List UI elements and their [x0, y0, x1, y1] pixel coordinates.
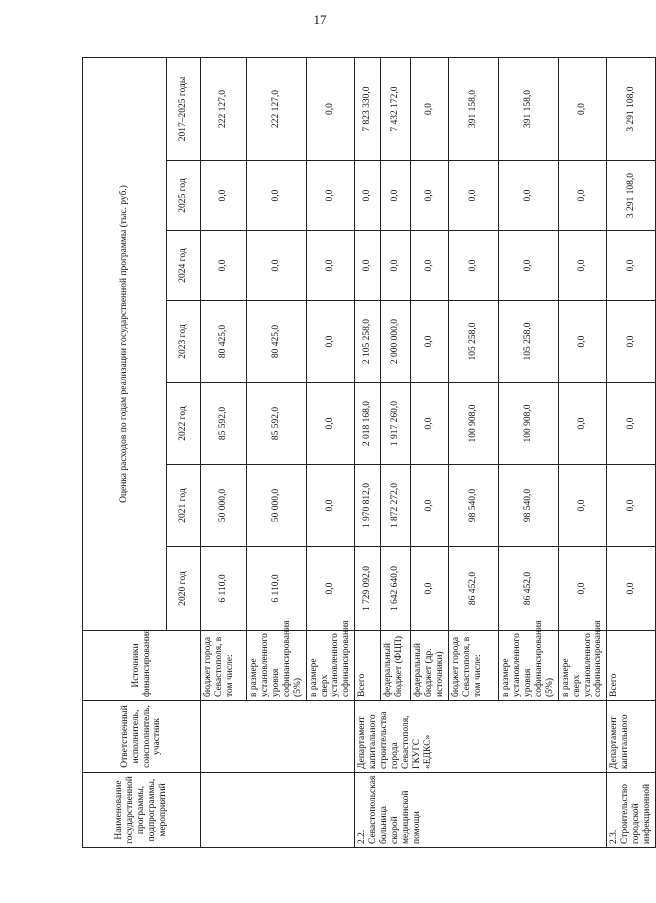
cell-value: 1 729 092,0: [355, 547, 381, 631]
cell-value: 2 000 000,0: [381, 301, 411, 383]
cell-value: 0,0: [411, 383, 449, 465]
cell-value: 6 110,0: [247, 547, 307, 631]
cell-value: 222 127,0: [247, 57, 307, 160]
cell-value: 0,0: [247, 231, 307, 301]
cell-value: 0,0: [381, 231, 411, 301]
cell-value: 86 452,0: [449, 547, 499, 631]
cell-value: 0,0: [306, 231, 355, 301]
cell-value: 0,0: [381, 161, 411, 231]
cell-value: 86 452,0: [499, 547, 559, 631]
cell-value: 98 540,0: [499, 465, 559, 547]
cell-value: 0,0: [411, 547, 449, 631]
cell-value: 1 872 272,0: [381, 465, 411, 547]
cell-value: 0,0: [411, 301, 449, 383]
cell-value: 0,0: [558, 57, 607, 160]
cell-value: 0,0: [499, 231, 559, 301]
cell-value: 0,0: [355, 231, 381, 301]
cell-source: федеральный бюджет (др. источники): [411, 631, 449, 701]
header-year: 2017–2025 годы: [167, 57, 201, 160]
cell-value: 0,0: [306, 161, 355, 231]
table-body: [201, 57, 656, 847]
header-year: 2024 год: [167, 231, 201, 301]
cell-value: 0,0: [607, 383, 656, 465]
cell-value: 0,0: [449, 161, 499, 231]
cell-value: 0,0: [558, 383, 607, 465]
cell-value: 0,0: [607, 547, 656, 631]
cell-responsible: [201, 701, 355, 773]
cell-value: 1 642 640,0: [381, 547, 411, 631]
header-estimate: Оценка расходов по годам реализации государственной программы (тыс. руб.): [83, 57, 167, 630]
cell-responsible: Департамент капитального строительства города Севастополя, ГКУГС «ЕДКС»: [355, 701, 607, 773]
table-row: [355, 57, 381, 847]
cell-value: 1 970 812,0: [355, 465, 381, 547]
cell-value: 0,0: [201, 231, 247, 301]
header-year: 2025 год: [167, 161, 201, 231]
cell-value: 0,0: [306, 301, 355, 383]
cell-value: 0,0: [247, 161, 307, 231]
cell-value: 6 110,0: [201, 547, 247, 631]
financing-table: [82, 57, 656, 848]
cell-value: 50 000,0: [201, 465, 247, 547]
cell-value: 0,0: [607, 465, 656, 547]
cell-value: 0,0: [201, 161, 247, 231]
cell-value: 85 592,0: [247, 383, 307, 465]
table-row: [607, 57, 656, 847]
cell-value: 222 127,0: [201, 57, 247, 160]
cell-source: бюджет города Севастополя, в том числе:: [449, 631, 499, 701]
cell-value: 100 908,0: [449, 383, 499, 465]
cell-source: в размере установленного уровня софинансирования (5%): [499, 631, 559, 701]
header-year: 2023 год: [167, 301, 201, 383]
cell-value: 80 425,0: [201, 301, 247, 383]
header-year: 2021 год: [167, 465, 201, 547]
cell-value: 0,0: [607, 231, 656, 301]
cell-value: 0,0: [558, 231, 607, 301]
cell-value: 50 000,0: [247, 465, 307, 547]
cell-value: 0,0: [355, 161, 381, 231]
cell-value: 0,0: [449, 231, 499, 301]
cell-source: в размере установленного уровня софинансирования (5%): [247, 631, 307, 701]
cell-value: 85 592,0: [201, 383, 247, 465]
cell-value: 0,0: [558, 161, 607, 231]
cell-value: 0,0: [306, 465, 355, 547]
header-sources: Источники финансирования: [83, 631, 201, 701]
cell-value: 105 258,0: [499, 301, 559, 383]
header-name: Наименование государственной программы, подпрограммы, мероприятий: [83, 773, 201, 848]
cell-value: 7 432 172,0: [381, 57, 411, 160]
table-row: [201, 57, 247, 847]
cell-source: в размере сверх установленного софинансирования: [306, 631, 355, 701]
cell-value: 105 258,0: [449, 301, 499, 383]
cell-value: 0,0: [558, 465, 607, 547]
cell-value: 1 917 260,0: [381, 383, 411, 465]
cell-value: 100 908,0: [499, 383, 559, 465]
cell-value: 0,0: [607, 301, 656, 383]
cell-source: Всего: [607, 631, 656, 701]
cell-value: 0,0: [411, 465, 449, 547]
cell-value: 0,0: [306, 383, 355, 465]
cell-value: 0,0: [411, 161, 449, 231]
cell-value: 3 291 108,0: [607, 161, 656, 231]
header-responsible: Ответственный исполнитель, соисполнитель, участник: [83, 701, 201, 773]
cell-value: 98 540,0: [449, 465, 499, 547]
cell-source: в размере сверх установленного софинансирования: [558, 631, 607, 701]
cell-source: бюджет города Севастополя, в том числе:: [201, 631, 247, 701]
cell-value: 0,0: [306, 547, 355, 631]
cell-source: Всего: [355, 631, 381, 701]
cell-value: 0,0: [411, 231, 449, 301]
cell-value: 2 105 258,0: [355, 301, 381, 383]
cell-value: 2 018 168,0: [355, 383, 381, 465]
cell-name: 2.3. Строительство городской инфекционной: [607, 773, 656, 848]
cell-value: 391 158,0: [499, 57, 559, 160]
cell-value: 0,0: [411, 57, 449, 160]
cell-name: [201, 773, 355, 848]
cell-value: 3 291 108,0: [607, 57, 656, 160]
cell-value: 391 158,0: [449, 57, 499, 160]
cell-value: 0,0: [306, 57, 355, 160]
cell-value: 0,0: [558, 547, 607, 631]
cell-value: 0,0: [558, 301, 607, 383]
cell-value: 0,0: [499, 161, 559, 231]
cell-name: 2.2. Севастопольская больница скорой медицинской помощи: [355, 773, 607, 848]
rotated-table-container: [82, 58, 653, 848]
cell-value: 80 425,0: [247, 301, 307, 383]
cell-value: 7 823 330,0: [355, 57, 381, 160]
cell-responsible: Департамент капитального: [607, 701, 656, 773]
header-year: 2020 год: [167, 547, 201, 631]
cell-source: федеральный бюджет (ФЦП): [381, 631, 411, 701]
page-number: 17: [313, 12, 327, 27]
header-year: 2022 год: [167, 383, 201, 465]
